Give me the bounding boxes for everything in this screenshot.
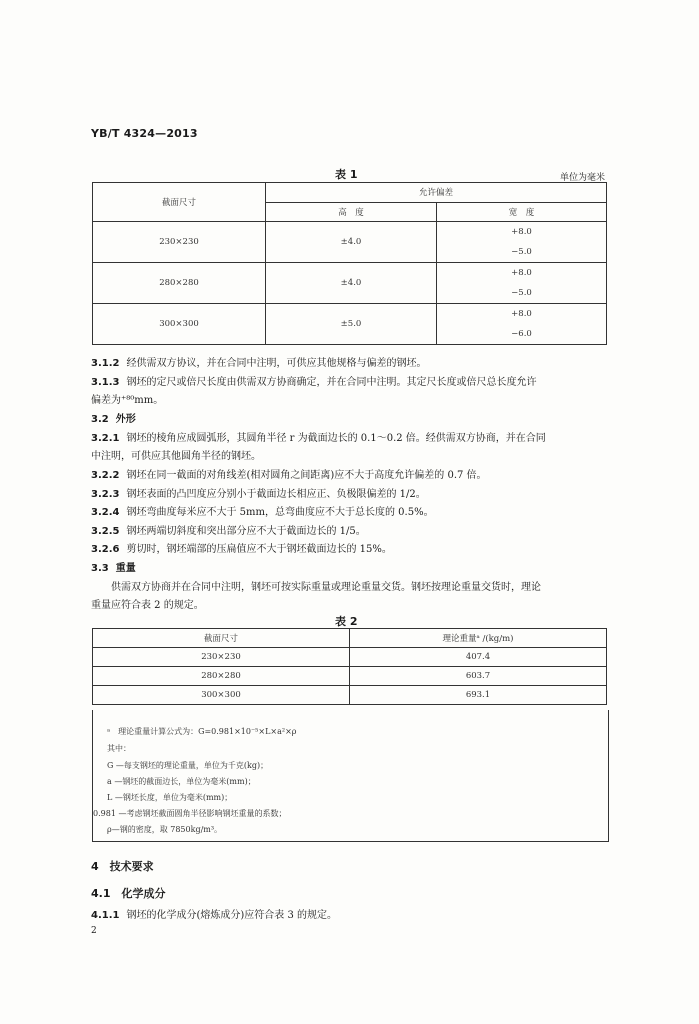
- note-coef: 0.981 —考虑钢坯截面圆角半径影响钢坯重量的系数；: [93, 809, 287, 818]
- section-4-heading: 4 技术要求: [91, 860, 154, 873]
- cell-size: 280×280: [93, 667, 350, 686]
- cell-size: 300×300: [93, 304, 266, 345]
- cell-size: 230×230: [93, 222, 266, 263]
- clause-4-1-1: 4.1.1 钢坯的化学成分(熔炼成分)应符合表 3 的规定。: [91, 910, 338, 921]
- table2: [92, 628, 607, 705]
- table-row: [93, 667, 607, 686]
- note-l: L —钢坯长度，单位为毫米(mm)；: [107, 793, 233, 802]
- table2-notes: [92, 710, 609, 842]
- cell-height: ±5.0: [266, 304, 437, 345]
- cell-width-plus: +8.0: [437, 263, 607, 284]
- table2-header-size: 截面尺寸: [93, 629, 350, 648]
- cell-width-plus: +8.0: [437, 304, 607, 325]
- cell-weight: 407.4: [350, 648, 607, 667]
- clause-3-1-2: 3.1.2 经供需双方协议，并在合同中注明，可供应其他规格与偏差的钢坯。: [91, 358, 427, 369]
- section-4-1-heading: 4.1 化学成分: [91, 887, 166, 900]
- table1-header-tol: 允许偏差: [266, 183, 607, 203]
- note-rho: ρ—钢的密度，取 7850kg/m³。: [107, 825, 223, 834]
- section-3-3-heading: 3.3 重量: [91, 563, 136, 574]
- clause-3-3-text: 供需双方协商并在合同中注明，钢坯可按实际重量或理论重量交货。钢坯按理论重量交货时，理论: [91, 582, 541, 593]
- cell-width-minus: −5.0: [437, 283, 607, 304]
- section-3-2-heading: 3.2 外形: [91, 414, 136, 425]
- clause-3-2-2: 3.2.2 钢坯在同一截面的对角线差(相对圆角之间距离)应不大于高度允许偏差的 0.7 倍。: [91, 470, 487, 481]
- note-where: 其中：: [107, 744, 131, 753]
- table1-header-width: 宽 度: [437, 202, 607, 222]
- cell-size: 230×230: [93, 648, 350, 667]
- cell-height: ±4.0: [266, 263, 437, 304]
- table1: [92, 182, 607, 345]
- note-formula: ᵃ 理论重量计算公式为：G=0.981×10⁻⁵×L×a²×ρ: [107, 727, 297, 736]
- clause-3-2-6: 3.2.6 剪切时，钢坯端部的压扁值应不大于钢坯截面边长的 15%。: [91, 544, 392, 555]
- clause-3-2-4: 3.2.4 钢坯弯曲度每米应不大于 5mm，总弯曲度应不大于总长度的 0.5%。: [91, 507, 434, 518]
- table1-header-height: 高 度: [266, 202, 437, 222]
- table1-title: 表 1: [335, 168, 358, 181]
- clause-3-2-1: 3.2.1 钢坯的棱角应成圆弧形，其圆角半径 r 为截面边长的 0.1～0.2 倍。经供需双方协商，并在合同: [91, 433, 546, 444]
- cell-width-minus: −6.0: [437, 324, 607, 345]
- table2-header-weight: 理论重量ᵃ /(kg/m): [350, 629, 607, 648]
- cell-weight: 603.7: [350, 667, 607, 686]
- cell-weight: 693.1: [350, 686, 607, 705]
- cell-width-plus: +8.0: [437, 222, 607, 243]
- table-row: [93, 648, 607, 667]
- clause-3-2-3: 3.2.3 钢坯表面的凸凹度应分别小于截面边长相应正、负极限偏差的 1/2。: [91, 489, 426, 500]
- page-number: 2: [91, 926, 97, 936]
- clause-3-1-3-cont: 偏差为⁺⁸⁰mm。: [91, 395, 164, 406]
- note-g: G —每支钢坯的理论重量，单位为千克(kg)；: [107, 761, 269, 770]
- clause-3-2-5: 3.2.5 钢坯两端切斜度和突出部分应不大于截面边长的 1/5。: [91, 526, 366, 537]
- table2-title: 表 2: [335, 615, 358, 628]
- table1-header-size: 截面尺寸: [93, 183, 266, 222]
- table-row: [93, 686, 607, 705]
- clause-3-2-1-cont: 中注明，可供应其他圆角半径的钢坯。: [91, 451, 261, 462]
- clause-3-3-text-cont: 重量应符合表 2 的规定。: [91, 600, 204, 611]
- note-a: a —钢坯的截面边长，单位为毫米(mm)；: [107, 777, 256, 786]
- table-row: [93, 222, 607, 243]
- table-row: [93, 263, 607, 284]
- cell-size: 300×300: [93, 686, 350, 705]
- standard-header: YB/T 4324—2013: [91, 127, 198, 140]
- cell-height: ±4.0: [266, 222, 437, 263]
- clause-3-1-3: 3.1.3 钢坯的定尺或倍尺长度由供需双方协商确定，并在合同中注明。其定尺长度或倍尺总长度允许: [91, 377, 537, 388]
- cell-width-minus: −5.0: [437, 242, 607, 263]
- cell-size: 280×280: [93, 263, 266, 304]
- table-row: [93, 304, 607, 325]
- table1-unit: 单位为毫米: [559, 173, 605, 183]
